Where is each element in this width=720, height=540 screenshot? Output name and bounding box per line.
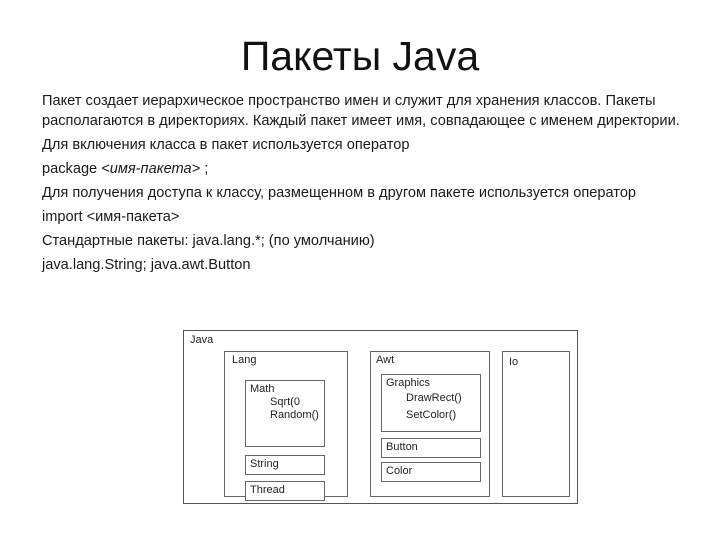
paragraph-standard-packages: Стандартные пакеты: java.lang.*; (по умолчанию)	[42, 233, 375, 249]
package-name-placeholder: <имя-пакета>	[97, 161, 205, 177]
string-class	[245, 455, 325, 475]
math-class-label: Math	[250, 383, 275, 395]
setcolor-method: SetColor()	[406, 409, 457, 421]
paragraph-package-syntax	[42, 159, 682, 179]
java-package-diagram	[183, 330, 578, 504]
color-class-label: Color	[386, 465, 413, 477]
paragraph-package-description: Пакет создает иерархическое пространство имен и служит для хранения классов. Пакеты располагаются в директориях. Каждый пакет имеет имя, совпадающее с именем директории.	[42, 93, 680, 129]
statement-terminator: ;	[204, 161, 209, 177]
button-class	[381, 438, 481, 458]
paragraph-import-syntax: import <имя-пакета>	[42, 209, 180, 225]
paragraph-examples: java.lang.String; java.awt.Button	[42, 257, 251, 273]
graphics-class	[381, 374, 481, 432]
awt-package-label: Awt	[376, 354, 395, 366]
slide-body	[42, 91, 682, 279]
string-class-label: String	[250, 458, 279, 470]
package-keyword: package	[42, 161, 98, 177]
graphics-class-label: Graphics	[386, 377, 431, 389]
button-class-label: Button	[386, 441, 418, 453]
slide-title: Пакеты Java	[240, 33, 480, 79]
thread-class-label: Thread	[250, 484, 285, 496]
color-class	[381, 462, 481, 482]
paragraph-access-class: Для получения доступа к классу, размещенном в другом пакете используется оператор	[42, 185, 637, 201]
sqrt-method: Sqrt(0	[270, 396, 300, 408]
io-package	[502, 351, 570, 497]
java-root-label: Java	[190, 334, 214, 346]
random-method: Random()	[270, 409, 319, 421]
io-package-label: Io	[509, 356, 519, 368]
math-class	[245, 380, 325, 447]
lang-package	[224, 351, 348, 497]
drawrect-method: DrawRect()	[406, 392, 462, 404]
awt-package	[370, 351, 490, 497]
paragraph-include-class: Для включения класса в пакет используется оператор	[42, 137, 410, 153]
lang-package-label: Lang	[232, 354, 257, 366]
thread-class	[245, 481, 325, 501]
